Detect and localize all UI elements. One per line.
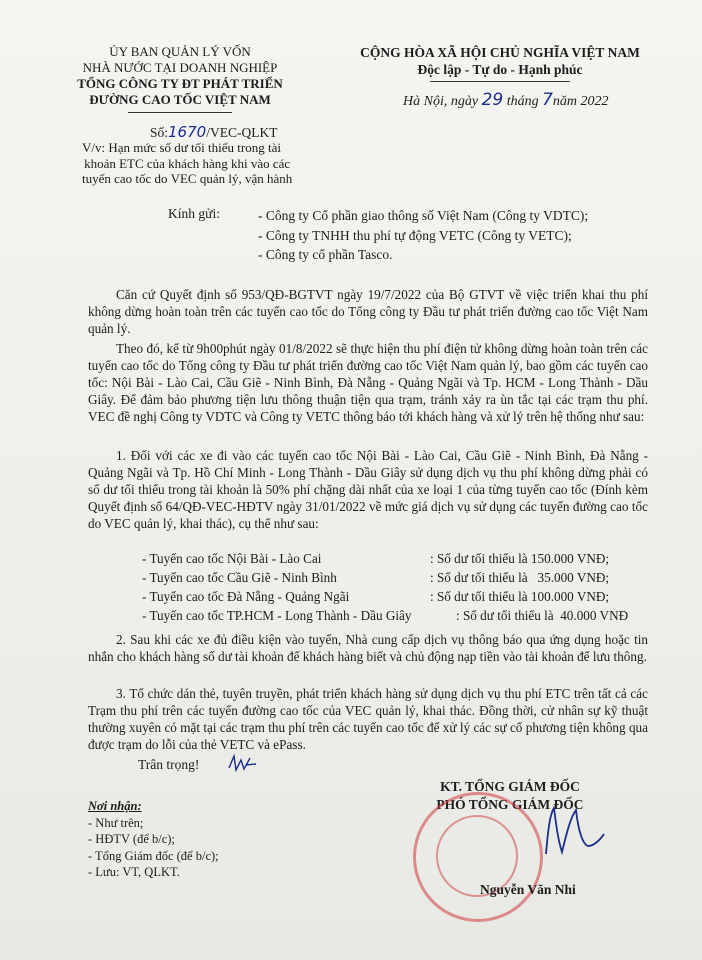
- closing: [138, 757, 199, 773]
- route-name: - Tuyến cao tốc Cầu Giẽ - Ninh Bình: [142, 570, 337, 585]
- handwritten-signature: [536, 800, 606, 860]
- recipients-label: Kính gửi:: [168, 206, 220, 221]
- nation-block: [350, 44, 650, 78]
- receiver-item: - Tổng Giám đốc (để b/c);: [88, 848, 219, 863]
- receiver-item: - HĐTV (để b/c);: [88, 832, 175, 846]
- document-number: [150, 123, 277, 141]
- receiver-item: - Lưu: VT, QLKT.: [88, 865, 180, 879]
- subject-line-3: tuyến cao tốc do VEC quản lý, vận hành: [82, 171, 293, 186]
- nation-title: CỘNG HÒA XÃ HỘI CHỦ NGHĨA VIỆT NAM: [360, 45, 640, 60]
- paragraph-item-1: 1. Đối với các xe đi vào các tuyến cao tốc Nội Bài - Lào Cai, Cầu Giẽ - Ninh Bình, Đà Nẵng - Quảng Ngãi và Tp. Hồ Chí Minh - Long Thành - Dầu Giây sử dụng dịch vụ thu phí không dừng phải có số dư tối thiểu trong tài khoản là 50% phí chặng dài nhất của xe loại 1 của từng tuyến cao tốc (Đính kèm Quyết định số 64/QĐ-VEC-HĐTV ngày 31/01/2022 về mức giá dịch vụ sử dụng các tuyến đường cao tốc do VEC quản lý, khai thác), cụ thể như sau:: [88, 448, 648, 531]
- receivers-block: [88, 798, 219, 881]
- route-min-balance: : Số dư tối thiểu là 150.000 VNĐ;: [430, 551, 610, 566]
- issuer-line-3: TỔNG CÔNG TY ĐT PHÁT TRIỂN: [77, 76, 283, 91]
- subject-line-1: V/v: Hạn mức số dư tối thiểu trong tài: [82, 140, 281, 155]
- initial-mark: [226, 752, 262, 776]
- recipients-list: [258, 206, 588, 265]
- issuer-block: [60, 44, 300, 108]
- date-month: 7: [542, 90, 553, 110]
- signer-name: Nguyễn Văn Nhi: [480, 882, 576, 897]
- date-day: 29: [481, 90, 504, 110]
- receiver-item: - Như trên;: [88, 815, 144, 830]
- subject-line-2: khoản ETC của khách hàng khi vào các: [84, 155, 291, 171]
- motto-underline: [430, 81, 570, 82]
- signature-title-2: PHÓ TỔNG GIÁM ĐỐC: [436, 797, 584, 812]
- recipient-item: - Công ty cổ phần Tasco.: [258, 247, 393, 262]
- issue-date: [403, 90, 609, 110]
- doc-no-prefix: Số:: [150, 125, 169, 140]
- route-min-balance: : Số dư tối thiểu là 40.000 VNĐ: [456, 608, 629, 623]
- recipient-item: - Công ty TNHH thu phí tự động VETC (Công ty VETC);: [258, 227, 572, 243]
- date-prefix: Hà Nội, ngày: [403, 94, 479, 109]
- issuer-line-2: NHÀ NƯỚC TẠI DOANH NGHIỆP: [82, 60, 278, 75]
- issuer-line-4: ĐƯỜNG CAO TỐC VIỆT NAM: [89, 92, 271, 107]
- receivers-title: Nơi nhận:: [88, 799, 142, 813]
- route-name: - Tuyến cao tốc Đà Nẵng - Quảng Ngãi: [142, 589, 350, 604]
- route-name: - Tuyến cao tốc Nội Bài - Lào Cai: [142, 551, 322, 566]
- date-year: năm 2022: [552, 94, 609, 109]
- closing-text: Trân trọng!: [138, 757, 200, 772]
- issuer-line-1: ỦY BAN QUẢN LÝ VỐN: [109, 44, 251, 59]
- signature-title-1: KT. TỔNG GIÁM ĐỐC: [440, 779, 580, 794]
- issuer-underline: [128, 112, 232, 113]
- date-month-word: tháng: [506, 94, 539, 109]
- paragraph-item-2: 2. Sau khi các xe đủ điều kiện vào tuyến, Nhà cung cấp dịch vụ thông báo qua ứng dụng hoặc tin nhắn cho khách hàng số dư tài khoản để khách hàng biết và chủ động nạp tiền vào tài khoản để lưu thông.: [88, 632, 648, 664]
- route-min-balance: : Số dư tối thiểu là 100.000 VNĐ;: [430, 589, 610, 604]
- route-name: - Tuyến cao tốc TP.HCM - Long Thành - Dầu Giây: [142, 608, 412, 623]
- paragraph-item-3: 3. Tổ chức dán thẻ, tuyên truyền, phát triển khách hàng sử dụng dịch vụ thu phí ETC trên tất cả các Trạm thu phí trên các tuyến đường cao tốc của VEC quản lý, khai thác. Đồng thời, cử nhân sự kỹ thuật thường xuyên có mặt tại các trạm thu phí trên các tuyến cao tốc để xử lý các sự cố phương tiện không qua được trạm do lỗi của thẻ VETC và ePass.: [88, 686, 648, 752]
- route-min-balance: : Số dư tối thiểu là 35.000 VNĐ;: [430, 570, 610, 585]
- recipient-item: - Công ty Cổ phần giao thông số Việt Nam (Công ty VDTC);: [258, 208, 589, 223]
- doc-no-suffix: /VEC-QLKT: [206, 125, 278, 140]
- motto: Độc lập - Tự do - Hạnh phúc: [417, 62, 583, 77]
- paragraph-legal-basis: Căn cứ Quyết định số 953/QĐ-BGTVT ngày 19/7/2022 của Bộ GTVT về việc triển khai thu phí không dừng hoàn toàn trên các tuyến cao tốc do Tổng công ty Đầu tư phát triển đường cao tốc Việt Nam quản lý.: [88, 287, 648, 336]
- subject: [82, 140, 292, 187]
- doc-no-handwritten: 1670: [168, 123, 207, 141]
- paragraph-implementation: Theo đó, kể từ 9h00phút ngày 01/8/2022 sẽ thực hiện thu phí điện tử không dừng hoàn toàn trên các tuyến cao tốc do Tổng công ty Đầu tư phát triển đường cao tốc Việt Nam quản lý, bao gồm các tuyến cao tốc: Nội Bài - Lào Cai, Cầu Giẽ - Ninh Bình, Đà Nẵng - Quảng Ngãi và Tp. HCM - Long Thành - Dầu Giây. Để đảm bảo phương tiện lưu thông thuận tiện qua trạm, tránh xảy ra ùn tắc tại các trạm thu phí. VEC đề nghị Công ty VDTC và Công ty VETC thông báo tới khách hàng và xử lý trên hệ thống như sau:: [88, 341, 648, 424]
- official-seal: [413, 792, 543, 922]
